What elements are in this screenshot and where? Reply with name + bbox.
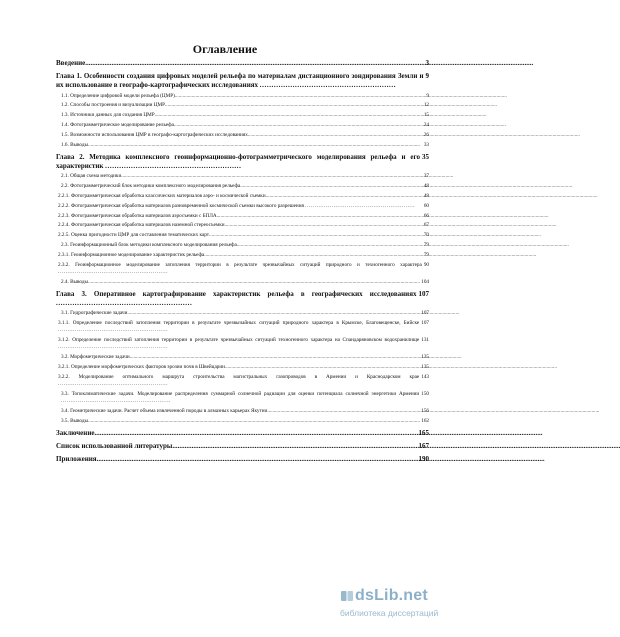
toc-page-number: 79	[423, 251, 429, 258]
toc-page-number: 104	[421, 278, 429, 285]
toc-entry-text: 2.4. Выводы	[61, 278, 89, 285]
toc-entry-text: Введение	[56, 59, 86, 67]
toc-entry-text: 2.3.2. Геоинформационное моделирование затопления территории в результате чрезвычайных ситуаций природного и техногенного характера	[58, 261, 422, 268]
toc-entry-text: 3.2.2. Моделирование оптимального маршрута строительства магистральных газопроводов в Армении и Краснодарском крае	[58, 373, 420, 380]
toc-entry-text: 2.1. Общая схема методики	[61, 173, 122, 180]
toc-section-entry	[56, 122, 429, 129]
toc-leader-dots	[248, 132, 423, 139]
toc-entry-text: 3.2. Морфометрические задачи	[61, 354, 130, 361]
toc-title: Оглавление	[192, 42, 258, 56]
toc-section-entry	[56, 262, 429, 276]
toc-page-number: 131	[421, 337, 429, 344]
toc-page-number: 165	[418, 428, 429, 437]
toc-section-entry	[56, 408, 429, 415]
toc-page-number: 135	[421, 363, 429, 370]
toc-section-entry	[56, 213, 429, 220]
toc-leader-dots: ..........................................................	[305, 202, 416, 209]
toc-section-entry	[56, 193, 429, 200]
toc-page-number: 135	[421, 354, 429, 361]
toc-entry-text: Приложения	[56, 454, 97, 463]
toc-leader-dots	[85, 59, 424, 68]
toc-leader-dots: ..........................................................	[105, 161, 242, 170]
toc-page-number: 156	[421, 407, 429, 414]
toc-page-number: 107	[421, 310, 429, 317]
toc-leader-dots	[204, 252, 423, 259]
toc-entry-text: 2.2. Фотограмметрический блок методики комплексного моделирования рельефа	[61, 183, 241, 190]
toc-leader-dots	[121, 173, 423, 180]
toc-leader-dots	[225, 364, 420, 371]
toc-section-entry	[56, 222, 429, 229]
toc-entry-text: 1.4. Фотограмметрическое моделирование рельефа	[61, 121, 174, 128]
toc-entry-text: 3.1. Гидрографические задачи	[61, 310, 128, 317]
toc-entry-text: Глава 1. Особенности создания цифровых моделей рельефа по материалам дистанционного зондирования Земли и их использование в географо-картографических исследованиях	[56, 72, 424, 89]
toc-leader-dots: ..........................................................	[58, 327, 169, 334]
toc-entry-text: 3.1.1. Определение последствий затопления территории в результате чрезвычайных ситуаций природного характера в Крымске, Благовещенске, Бийске	[58, 320, 420, 327]
toc-page-number: 60	[423, 202, 429, 209]
toc-section-entry	[56, 232, 429, 239]
toc-leader-dots	[172, 442, 417, 451]
toc-section-entry	[56, 242, 429, 249]
toc-section-entry	[56, 183, 429, 190]
toc-leader-dots	[267, 408, 420, 415]
toc-page-number: 9	[426, 92, 429, 99]
toc-leader-dots	[165, 102, 423, 109]
toc-chapter-entry	[56, 442, 429, 451]
toc-entry-text: 3.2.1. Определение морфометрических факторов эрозии почв в Швейцарии	[58, 363, 225, 370]
toc-chapter-entry	[56, 72, 429, 90]
toc-page-number: 3	[425, 59, 429, 67]
toc-leader-dots: ..........................................................	[58, 344, 169, 351]
toc-entry-text: 2.2.1. Фотограмметрическая обработка классических материалов аэро- и космической съемки	[58, 192, 266, 199]
toc-entry-text: Список использованной литературы	[56, 441, 173, 450]
toc-entry-text: 2.2.5. Оценка пригодности ЦМР для составления тематических карт	[58, 232, 209, 239]
toc-section-entry	[56, 279, 429, 286]
toc-leader-dots	[225, 222, 423, 229]
dslib-watermark	[340, 587, 448, 627]
toc-page-number: 15	[423, 112, 429, 119]
toc-chapter-entry	[56, 59, 429, 68]
toc-section-entry	[56, 203, 429, 210]
toc-section-entry	[56, 112, 429, 119]
toc-page-number: 90	[423, 261, 429, 268]
toc-section-entry	[56, 364, 429, 371]
toc-page-number: 9	[425, 72, 429, 80]
toc-entry-text: Глава 2. Методика комплексного геоинформационно-фотограмметрического моделирования рельефа и его характеристик	[56, 152, 420, 170]
toc-page-number: 12	[423, 102, 429, 109]
toc-section-entry	[56, 418, 429, 425]
toc-section-entry	[56, 142, 429, 149]
toc-leader-dots	[155, 112, 423, 119]
watermark-brand: dsLib.net	[355, 587, 428, 604]
toc-page-number: 107	[418, 289, 429, 298]
toc-entry-text: 2.2.3. Фотограмметрическая обработка материалов аэросъемки с БПЛА	[58, 212, 217, 219]
toc-entry-text: 2.2.4. Фотограмметрическая обработка материалов наземной стереосъемки	[58, 222, 225, 229]
toc-entry-text: 1.5. Возможности использования ЦМР в географо-картографических исследованиях	[61, 131, 248, 138]
toc-chapter-entry	[56, 153, 429, 171]
toc-page-number: 48	[423, 192, 429, 199]
toc-section-entry	[56, 320, 429, 334]
toc-section-entry	[56, 252, 429, 259]
toc-page-number: 143	[421, 373, 429, 380]
toc-section-entry	[56, 337, 429, 351]
toc-leader-dots	[94, 429, 417, 438]
toc-entry-text: 1.6. Выводы	[61, 141, 89, 148]
toc-leader-dots	[88, 418, 420, 425]
toc-page-number: 70	[423, 232, 429, 239]
toc-leader-dots: ..........................................................	[58, 380, 169, 387]
toc-page-number: 66	[423, 212, 429, 219]
toc-page-number: 162	[421, 417, 429, 424]
toc-leader-dots	[240, 183, 423, 190]
toc-leader-dots	[217, 213, 423, 220]
watermark-tagline: библиотека диссертаций	[340, 608, 439, 618]
toc-page-number: 33	[423, 141, 429, 148]
toc-section-entry	[56, 374, 429, 388]
book-logo-icon	[340, 589, 354, 603]
toc-entry-text: 1.2. Способы построения и визуализации ЦМР	[61, 102, 165, 109]
toc-page-number: 37	[423, 173, 429, 180]
table-of-contents	[56, 59, 429, 464]
toc-page-number: 150	[421, 390, 429, 397]
toc-section-entry	[56, 354, 429, 361]
toc-leader-dots	[88, 279, 420, 286]
toc-leader-dots	[130, 354, 421, 361]
toc-page-number: 24	[423, 121, 429, 128]
toc-page-number: 67	[423, 222, 429, 229]
toc-page-number: 26	[423, 131, 429, 138]
toc-leader-dots	[237, 242, 423, 249]
toc-entry-text: 1.3. Источники данных для создания ЦМР	[61, 112, 155, 119]
toc-leader-dots	[209, 232, 423, 239]
toc-entry-text: Глава 3. Оперативное картографирование характеристик рельефа в географических исследованиях	[56, 289, 417, 298]
toc-page-number: 35	[422, 152, 429, 161]
toc-leader-dots	[88, 142, 423, 149]
toc-leader-dots	[174, 122, 423, 129]
toc-chapter-entry	[56, 455, 429, 464]
toc-leader-dots: ..........................................................	[61, 397, 172, 404]
toc-leader-dots	[97, 455, 418, 464]
toc-chapter-entry	[56, 429, 429, 438]
toc-entry-text: 3.3. Топоклиматические задачи. Моделирование распределения суммарной солнечной радиации для оценки потенциала солнечной энергетики Армении	[61, 390, 420, 397]
toc-section-entry	[56, 132, 429, 139]
toc-section-entry	[56, 173, 429, 180]
toc-leader-dots: ..........................................................	[58, 268, 169, 275]
toc-entry-text: 1.1. Определение цифровой модели рельефа (ЦМР)	[61, 92, 175, 99]
toc-page-number: 190	[418, 454, 429, 463]
toc-page-number: 107	[421, 320, 429, 327]
toc-entry-text: 3.1.2. Определение последствий затопления территории в результате чрезвычайных ситуаций техногенного характера на Спандаряновском водохранилище	[58, 337, 420, 344]
toc-chapter-entry	[56, 290, 429, 308]
toc-leader-dots	[127, 310, 420, 317]
toc-entry-text: 2.2.2. Фотограмметрическая обработка материалов разновременной космической съемки высокого разрешения	[58, 202, 304, 209]
toc-page-number: 167	[418, 441, 429, 450]
toc-entry-text: 2.3.1. Геоинформационное моделирование характеристик рельефа	[58, 251, 205, 258]
toc-entry-text: 3.5. Выводы	[61, 417, 89, 424]
toc-leader-dots: ..........................................................	[56, 298, 193, 307]
toc-entry-text: 2.3. Геоинформационный блок методики комплексного моделирования рельефа	[61, 241, 237, 248]
toc-section-entry	[56, 102, 429, 109]
toc-section-entry	[56, 93, 429, 100]
toc-entry-text: Заключение	[56, 428, 95, 437]
toc-leader-dots	[175, 93, 426, 100]
toc-page-number: 48	[423, 183, 429, 190]
toc-entry-text: 3.4. Геометрические задачи. Расчет объема извлеченной породы в алмазных карьерах Якутии	[61, 407, 268, 414]
toc-leader-dots	[266, 193, 423, 200]
toc-section-entry	[56, 391, 429, 405]
toc-leader-dots: ..........................................................	[259, 81, 397, 89]
toc-section-entry	[56, 310, 429, 317]
toc-page-number: 79	[423, 241, 429, 248]
